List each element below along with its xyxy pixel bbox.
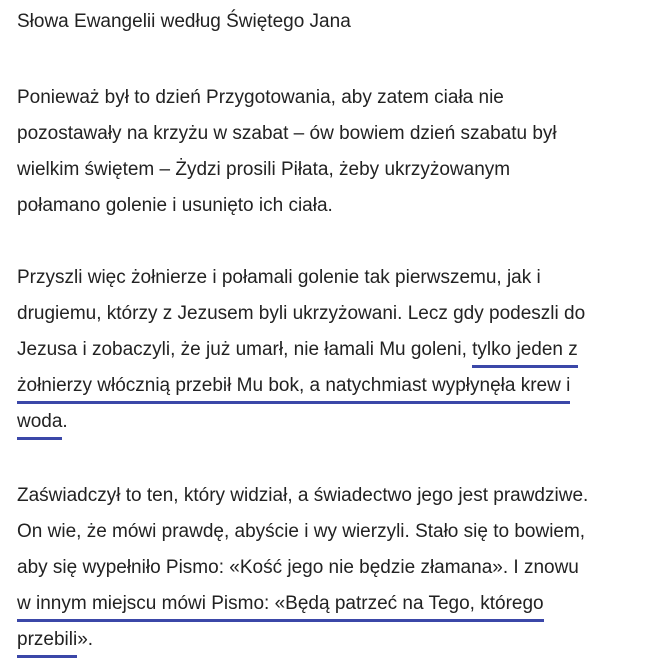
text-segment: On wie, że mówi prawdę, abyście i wy wierzyli. Stało się to bowiem, (17, 521, 586, 542)
text-line (17, 550, 662, 586)
text-line (17, 478, 662, 514)
text-line (17, 188, 662, 224)
text-line (17, 152, 662, 188)
text-line (17, 404, 662, 440)
text-line (17, 332, 662, 368)
text-line (17, 514, 662, 550)
highlighted-text: żołnierzy włócznią przebił Mu bok, a natychmiast wypłynęła krew i (17, 375, 570, 404)
highlighted-text: tylko jeden z (472, 339, 578, 368)
highlighted-text: woda (17, 411, 62, 440)
highlighted-text: w innym miejscu mówi Pismo: «Będą patrzeć na Tego, którego (17, 593, 544, 622)
text-segment: Jezusa i zobaczyli, że już umarł, nie łamali Mu goleni, (17, 339, 473, 360)
text-segment: Przyszli więc żołnierze i połamali golenie tak pierwszemu, jak i (17, 267, 541, 288)
text-segment: Zaświadczył to ten, który widział, a świadectwo jego jest prawdziwe. (17, 485, 589, 506)
paragraph-1 (17, 80, 662, 224)
text-segment: połamano golenie i usunięto ich ciała. (17, 195, 333, 216)
text-line (17, 260, 662, 296)
text-line (17, 116, 662, 152)
highlighted-text: przebili (17, 629, 77, 658)
document-page (17, 8, 662, 658)
text-segment: wielkim świętem – Żydzi prosili Piłata, żeby ukrzyżowanym (17, 159, 511, 180)
text-segment: . (62, 411, 68, 432)
text-line (17, 586, 662, 622)
text-line (17, 296, 662, 332)
text-segment: Ponieważ był to dzień Przygotowania, aby zatem ciała nie (17, 87, 504, 108)
document-title: Słowa Ewangelii według Świętego Jana (17, 11, 351, 32)
text-line (17, 368, 662, 404)
paragraph-2 (17, 260, 662, 440)
text-segment: ». (77, 629, 94, 650)
paragraph-3 (17, 478, 662, 658)
text-segment: aby się wypełniło Pismo: «Kość jego nie będzie złamana». I znowu (17, 557, 579, 578)
text-line (17, 80, 662, 116)
document-body (17, 80, 662, 658)
text-segment: drugiemu, którzy z Jezusem byli ukrzyżowani. Lecz gdy podeszli do (17, 303, 586, 324)
text-segment: pozostawały na krzyżu w szabat – ów bowiem dzień szabatu był (17, 123, 557, 144)
text-line (17, 622, 662, 658)
